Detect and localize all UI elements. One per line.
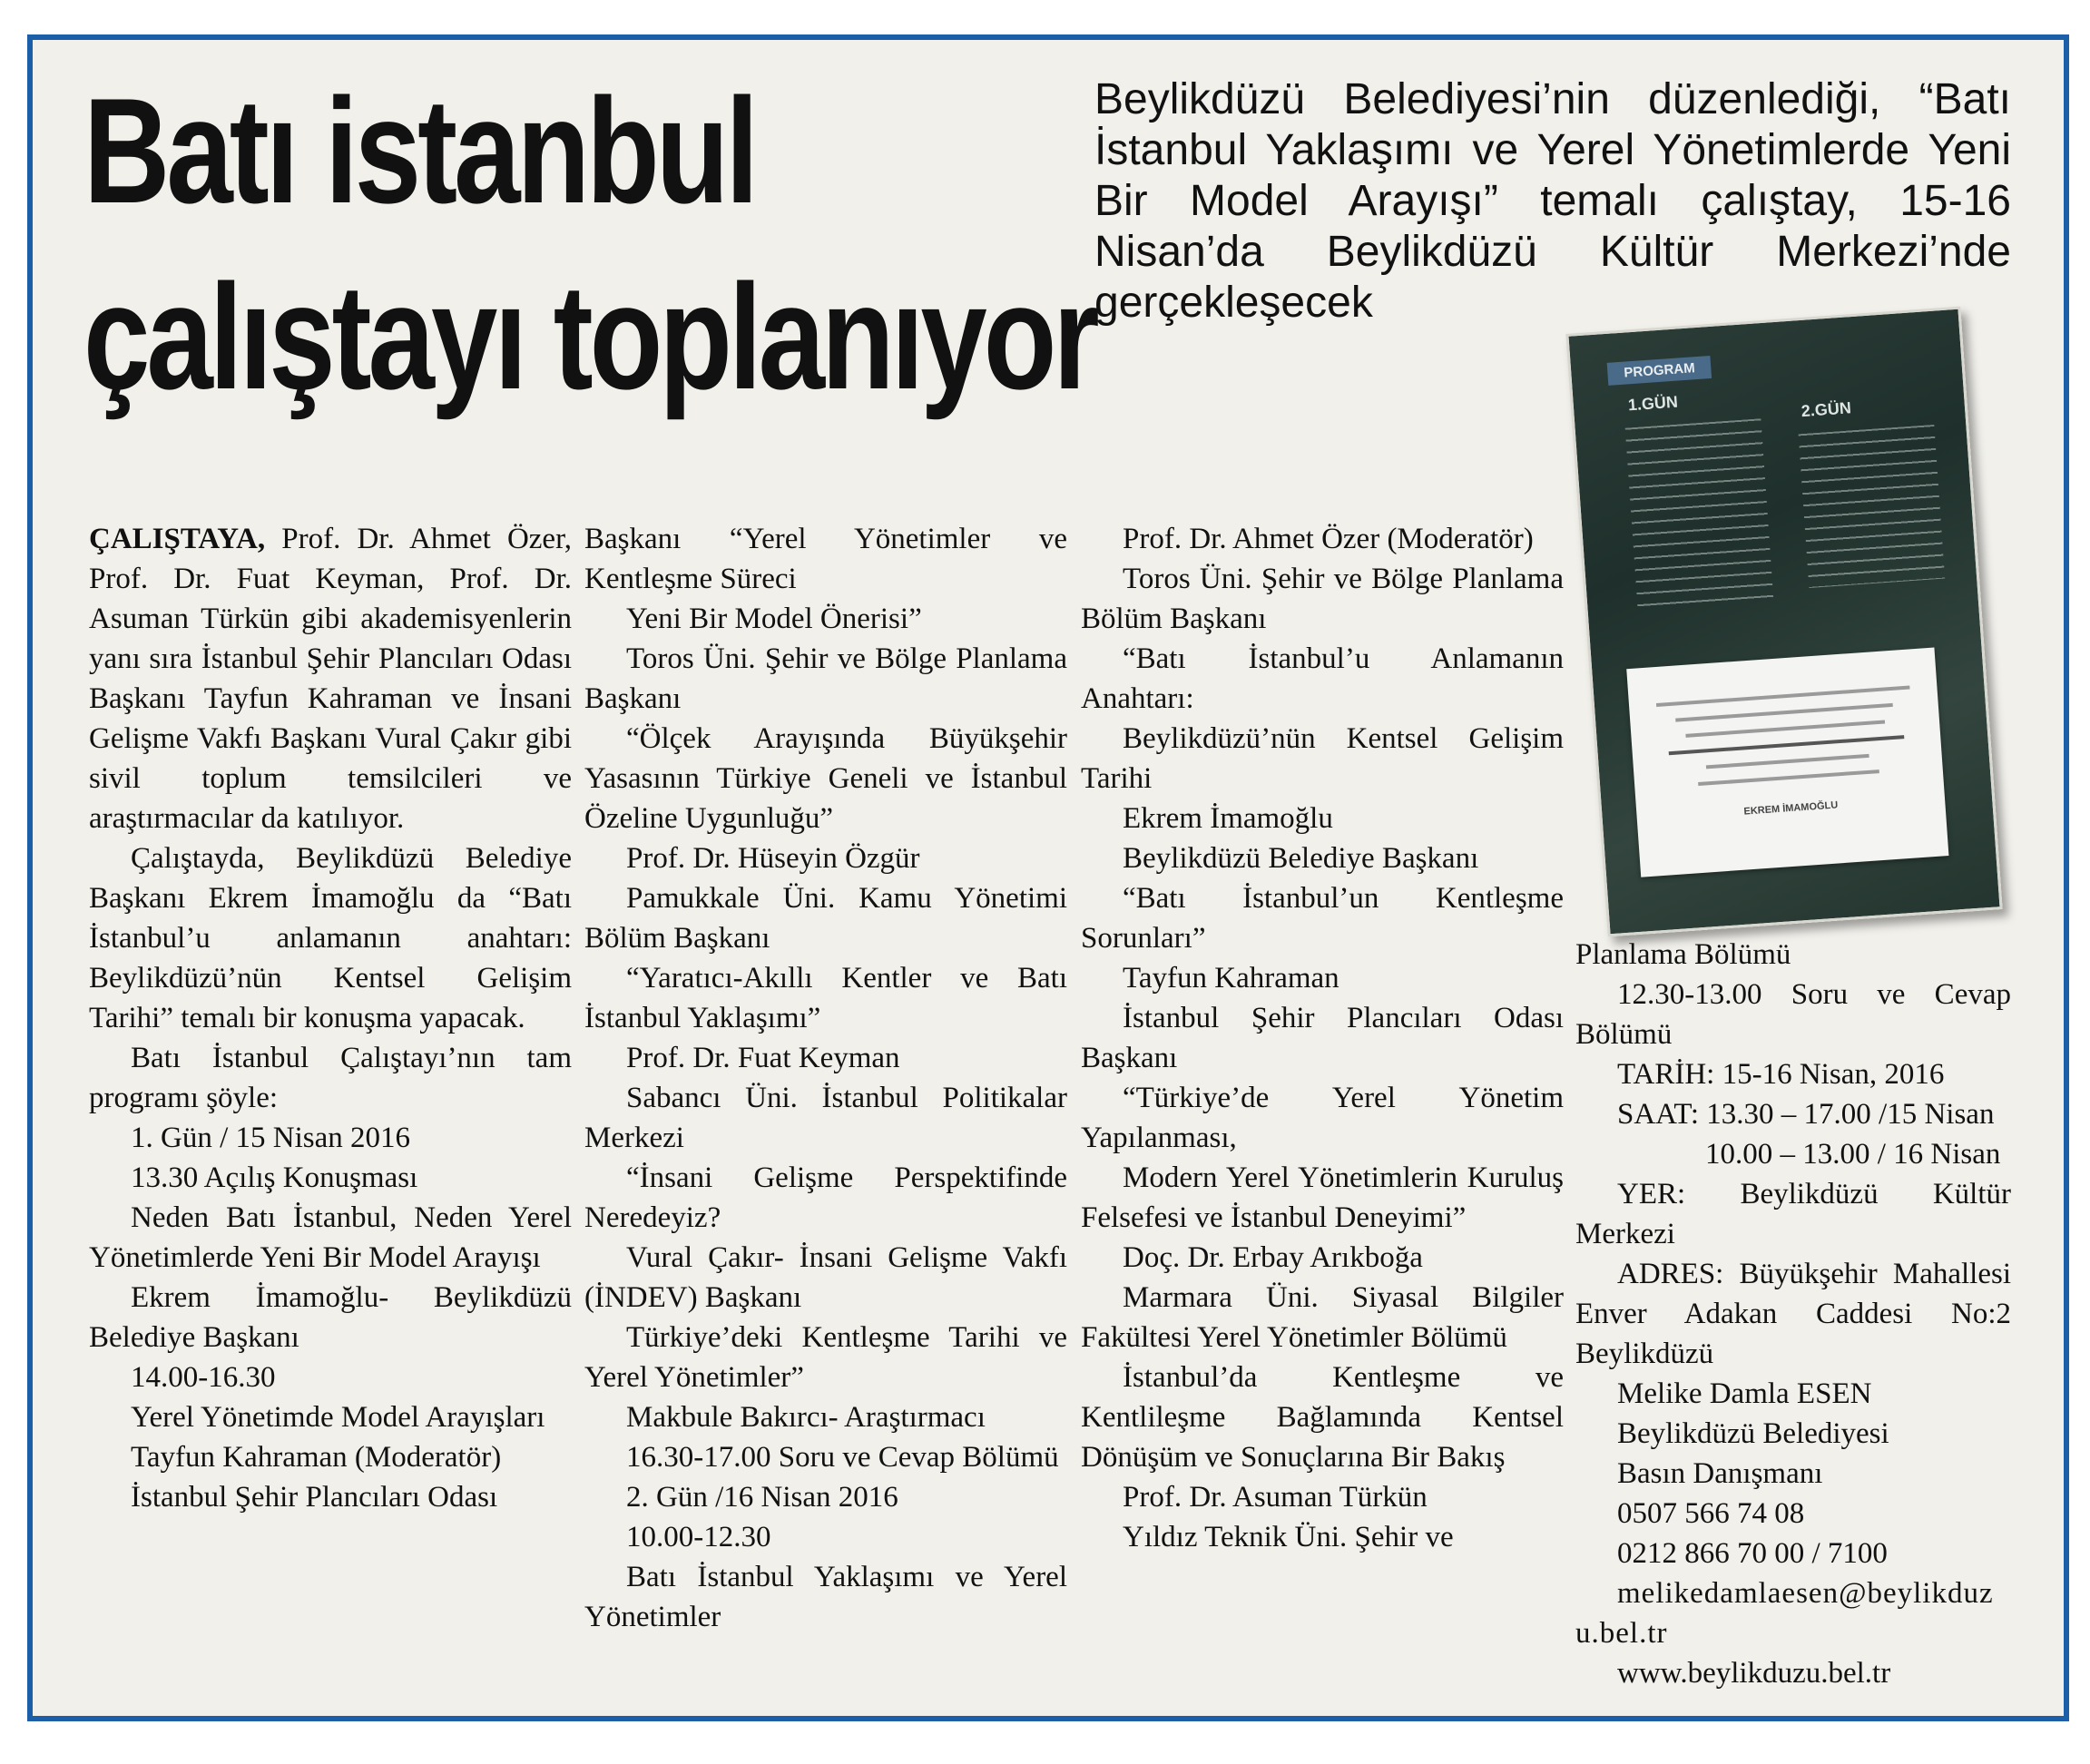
- paragraph: Marmara Üni. Siyasal Bilgiler Fakültesi Yerel Yönetimler Bölümü: [1081, 1281, 1564, 1354]
- time-label: SAAT:: [1617, 1098, 1700, 1131]
- paragraph: Prof. Dr. Ahmet Özer (Moderatör): [1123, 523, 1534, 555]
- paragraph: Tayfun Kahraman (Moderatör): [131, 1441, 502, 1474]
- paragraph: Başkanı “Yerel Yönetimler ve Kentleşme Süreci: [584, 523, 1067, 595]
- paragraph: İstanbul Şehir Plancıları Odası Başkanı: [1081, 1002, 1564, 1074]
- column-2: [584, 519, 1067, 1637]
- intro-lead: ÇALIŞTAYA,: [89, 523, 266, 555]
- paragraph: Tayfun Kahraman: [1123, 962, 1339, 995]
- paragraph: Prof. Dr. Hüseyin Özgür: [626, 842, 920, 875]
- paragraph: Yeni Bir Model Önerisi”: [626, 603, 922, 635]
- paragraph: “Batı İstanbul’u Anlamanın Anahtarı:: [1081, 642, 1564, 715]
- address-value: Büyükşehir Mahallesi Enver Adakan Caddesi No:2 Beylikdüzü: [1575, 1258, 2011, 1370]
- paragraph: 2. Gün /16 Nisan 2016: [626, 1481, 898, 1514]
- column-3: [1081, 519, 1564, 1557]
- program-brochure-photo: [1565, 307, 2002, 937]
- paragraph: Modern Yerel Yönetimlerin Kuruluş Felsefesi ve İstanbul Deneyimi”: [1081, 1161, 1564, 1234]
- card-text-line: [1706, 754, 1869, 769]
- paragraph: 16.30-17.00 Soru ve Cevap Bölümü: [626, 1441, 1059, 1474]
- paragraph: “Ölçek Arayışında Büyükşehir Yasasının Türkiye Geneli ve İstanbul Özeline Uygunluğu”: [584, 722, 1067, 835]
- paragraph: Sabancı Üni. İstanbul Politikalar Merkezi: [584, 1082, 1067, 1154]
- paragraph: 13.30 Açılış Konuşması: [131, 1161, 418, 1194]
- paragraph: Çalıştayda, Beylikdüzü Belediye Başkanı Ekrem İmamoğlu da “Batı İstanbul’u anlamanın anahtarı: Beylikdüzü’nün Kentsel Gelişim Tarihi” temalı bir konuşma yapacak.: [89, 842, 572, 1034]
- paragraph: Yıldız Teknik Üni. Şehir ve: [1123, 1521, 1454, 1553]
- article-frame: [27, 34, 2069, 1721]
- contact-role: Basın Danışmanı: [1617, 1457, 1823, 1490]
- paragraph: “İnsani Gelişme Perspektifinde Neredeyiz?: [584, 1161, 1067, 1234]
- paragraph: Doç. Dr. Erbay Arıkboğa: [1123, 1241, 1423, 1274]
- paragraph: Prof. Dr. Asuman Türkün: [1123, 1481, 1428, 1514]
- paragraph: Vural Çakır- İnsani Gelişme Vakfı (İNDEV) Başkanı: [584, 1241, 1067, 1314]
- venue-value: Beylikdüzü Kültür Merkezi: [1575, 1178, 2011, 1250]
- program-text-lines: [1625, 418, 1774, 609]
- date-label: TARİH:: [1617, 1058, 1715, 1091]
- program-label: PROGRAM: [1607, 356, 1712, 386]
- contact-email: melikedamlaesen@beylikduzu.bel.tr: [1575, 1577, 1994, 1650]
- time-line: [1575, 1094, 2011, 1134]
- paragraph: 12.30-13.00 Soru ve Cevap Bölümü: [1575, 978, 2011, 1051]
- paragraph: Ekrem İmamoğlu- Beylikdüzü Belediye Başkanı: [89, 1281, 572, 1354]
- card-text-line: [1669, 735, 1905, 755]
- day2-label: 2.GÜN: [1801, 398, 1852, 421]
- date-value: 15-16 Nisan, 2016: [1722, 1058, 1945, 1091]
- contact-phone-1: 0507 566 74 08: [1617, 1497, 1805, 1530]
- day1-label: 1.GÜN: [1627, 392, 1679, 415]
- paragraph: “Batı İstanbul’un Kentleşme Sorunları”: [1081, 882, 1564, 955]
- contact-org: Beylikdüzü Belediyesi: [1617, 1417, 1889, 1450]
- headline: [83, 58, 1096, 430]
- paragraph: İstanbul Şehir Plancıları Odası: [131, 1481, 498, 1514]
- paragraph: Toros Üni. Şehir ve Bölge Planlama Bölüm Başkanı: [1081, 563, 1564, 635]
- time-value-1: 13.30 – 17.00 /15 Nisan: [1706, 1098, 1995, 1131]
- time-line-2: 10.00 – 13.00 / 16 Nisan: [1705, 1138, 2001, 1171]
- contact-name: Melike Damla ESEN: [1617, 1377, 1872, 1410]
- program-text-lines: [1799, 425, 1945, 588]
- paragraph: “Yaratıcı-Akıllı Kentler ve Batı İstanbul Yaklaşımı”: [584, 962, 1067, 1034]
- contact-website: www.beylikduzu.bel.tr: [1617, 1657, 1891, 1690]
- paragraph: Planlama Bölümü: [1575, 938, 1791, 971]
- paragraph: Batı İstanbul Çalıştayı’nın tam programı şöyle:: [89, 1042, 572, 1114]
- address-line: [1575, 1254, 2011, 1374]
- intro-paragraph: [89, 519, 572, 838]
- paragraph: 1. Gün / 15 Nisan 2016: [131, 1122, 410, 1154]
- column-1: [89, 519, 572, 1517]
- paragraph: Toros Üni. Şehir ve Bölge Planlama Başkanı: [584, 642, 1067, 715]
- paragraph: Neden Batı İstanbul, Neden Yerel Yönetimlerde Yeni Bir Model Arayışı: [89, 1201, 572, 1274]
- column-4: [1575, 935, 2011, 1693]
- paragraph: İstanbul’da Kentleşme ve Kentlileşme Bağlamında Kentsel Dönüşüm ve Sonuçlarına Bir Bakış: [1081, 1361, 1564, 1474]
- paragraph: Türkiye’deki Kentleşme Tarihi ve Yerel Yönetimler”: [584, 1321, 1067, 1394]
- headline-line-1: Batı istanbul: [83, 67, 756, 234]
- paragraph: Beylikdüzü’nün Kentsel Gelişim Tarihi: [1081, 722, 1564, 795]
- intro-text: Prof. Dr. Ahmet Özer, Prof. Dr. Fuat Keyman, Prof. Dr. Asuman Türkün gibi akademisyenlerin yanı sıra İstanbul Şehir Plancıları Odası Başkanı Tayfun Kahraman ve İnsani Gelişme Vakfı Başkanı Vural Çakır gibi sivil toplum temsilcileri ve araştırmacılar da katılıyor.: [89, 523, 572, 835]
- headline-line-2: çalıştayı toplanıyor: [83, 253, 1096, 420]
- card-signature: EKREM İMAMOĞLU: [1743, 799, 1839, 818]
- invitation-card: [1626, 648, 1948, 877]
- date-line: [1575, 1054, 2011, 1094]
- paragraph: Pamukkale Üni. Kamu Yönetimi Bölüm Başkanı: [584, 882, 1067, 955]
- paragraph: Yerel Yönetimde Model Arayışları: [131, 1401, 545, 1434]
- paragraph: 14.00-16.30: [131, 1361, 276, 1394]
- paragraph: 10.00-12.30: [626, 1521, 771, 1553]
- paragraph: Makbule Bakırcı- Araştırmacı: [626, 1401, 986, 1434]
- paragraph: “Türkiye’de Yerel Yönetim Yapılanması,: [1081, 1082, 1564, 1154]
- subheadline: Beylikdüzü Belediyesi’nin düzenlediği, “Batı İstanbul Yaklaşımı ve Yerel Yönetimlerde Yeni Bir Model Arayışı” temalı çalıştay, 15-16 Nisan’da Beylikdüzü Kültür Merkezi’nde gerçekleşecek: [1094, 75, 2011, 327]
- card-text-line: [1675, 703, 1893, 722]
- card-text-line: [1698, 769, 1879, 786]
- address-label: ADRES:: [1617, 1258, 1724, 1290]
- paragraph: Prof. Dr. Fuat Keyman: [626, 1042, 900, 1074]
- paragraph: Ekrem İmamoğlu: [1123, 802, 1333, 835]
- paragraph: Batı İstanbul Yaklaşımı ve Yerel Yönetimler: [584, 1561, 1067, 1633]
- contact-phone-2: 0212 866 70 00 / 7100: [1617, 1537, 1888, 1570]
- paragraph: Beylikdüzü Belediye Başkanı: [1123, 842, 1479, 875]
- card-text-line: [1685, 720, 1885, 738]
- venue-label: YER:: [1617, 1178, 1686, 1210]
- venue-line: [1575, 1174, 2011, 1254]
